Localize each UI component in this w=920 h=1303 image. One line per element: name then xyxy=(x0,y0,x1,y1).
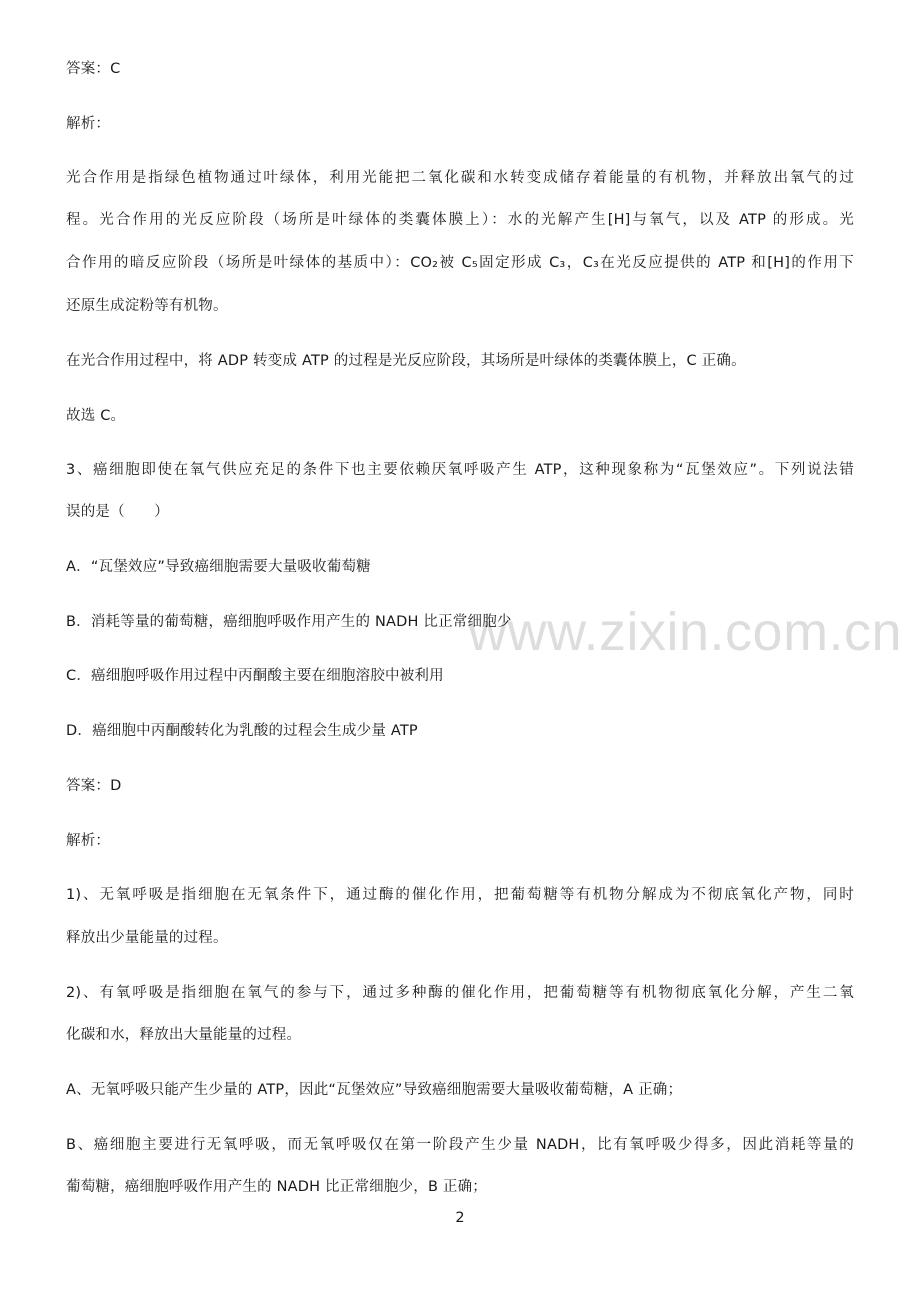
analysis-heading: 解析： xyxy=(66,833,111,849)
paragraph-line: 葡萄糖，癌细胞呼吸作用产生的 NADH 比正常细胞少，B 正确； xyxy=(66,1179,488,1195)
answer-line: 答案：C xyxy=(66,61,121,77)
paragraph-line: 合作用的暗反应阶段（场所是叶绿体的基质中）：CO₂被 C₅固定形成 C₃，C₃在光反应提供的 ATP 和[H]的作用下 xyxy=(66,255,854,271)
conclusion-line: 故选 C。 xyxy=(66,408,126,424)
answer-line: 答案：D xyxy=(66,778,122,794)
question-stem: 误的是（ ） xyxy=(66,504,169,520)
option-a: A．“瓦堡效应”导致癌细胞需要大量吸收葡萄糖 xyxy=(66,559,371,575)
paragraph-line: 释放出少量能量的过程。 xyxy=(66,930,228,946)
paragraph-line: A、无氧呼吸只能产生少量的 ATP，因此“瓦堡效应”导致癌细胞需要大量吸收葡萄糖，A 正确； xyxy=(66,1082,683,1098)
paragraph-line: 2)、有氧呼吸是指细胞在氧气的参与下，通过多种酶的催化作用，把葡萄糖等有机物彻底氧化分解，产生二氧 xyxy=(66,985,854,1001)
paragraph-line: 在光合作用过程中，将 ADP 转变成 ATP 的过程是光反应阶段，其场所是叶绿体的类囊体膜上，C 正确。 xyxy=(66,353,746,369)
watermark: www.zixin.com.cn xyxy=(468,602,903,662)
question-stem: 3、癌细胞即使在氧气供应充足的条件下也主要依赖厌氧呼吸产生 ATP，这种现象称为“瓦堡效应”。下列说法错 xyxy=(66,462,854,478)
paragraph-line: 还原生成淀粉等有机物。 xyxy=(66,298,228,314)
paragraph-line: 化碳和水，释放出大量能量的过程。 xyxy=(66,1027,302,1043)
page-number: 2 xyxy=(455,1210,465,1226)
paragraph-line: 1)、无氧呼吸是指细胞在无氧条件下，通过酶的催化作用，把葡萄糖等有机物分解成为不彻底氧化产物，同时 xyxy=(66,887,854,903)
analysis-heading: 解析： xyxy=(66,116,111,132)
paragraph-line: B、癌细胞主要进行无氧呼吸，而无氧呼吸仅在第一阶段产生少量 NADH，比有氧呼吸少得多，因此消耗等量的 xyxy=(66,1137,854,1153)
option-d: D．癌细胞中丙酮酸转化为乳酸的过程会生成少量 ATP xyxy=(66,723,418,739)
option-c: C．癌细胞呼吸作用过程中丙酮酸主要在细胞溶胶中被利用 xyxy=(66,668,444,684)
paragraph-line: 光合作用是指绿色植物通过叶绿体，利用光能把二氧化碳和水转变成储存着能量的有机物，并释放出氧气的过 xyxy=(66,170,854,186)
option-b: B．消耗等量的葡萄糖，癌细胞呼吸作用产生的 NADH 比正常细胞少 xyxy=(66,614,512,630)
paragraph-line: 程。光合作用的光反应阶段（场所是叶绿体的类囊体膜上）：水的光解产生[H]与氧气，以及 ATP 的形成。光 xyxy=(66,212,854,228)
